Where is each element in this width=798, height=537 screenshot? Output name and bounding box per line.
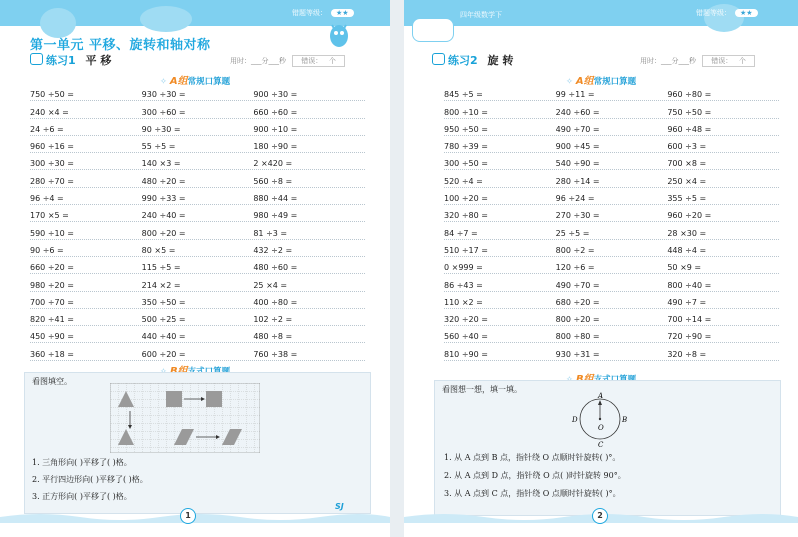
arithmetic-problem: 720 ÷90 = bbox=[667, 332, 712, 342]
problem-row bbox=[444, 343, 779, 360]
problem-row bbox=[30, 101, 365, 118]
arithmetic-problem: 250 ×4 = bbox=[667, 176, 707, 186]
arithmetic-problem: 590 ÷10 = bbox=[30, 228, 74, 238]
book-icon bbox=[432, 53, 445, 65]
point-b-label: B bbox=[622, 416, 628, 424]
problem-row bbox=[30, 84, 365, 101]
point-o-label: O bbox=[598, 424, 604, 432]
arithmetic-problem: 880 ÷44 = bbox=[253, 194, 298, 204]
arithmetic-problem: 600 ÷3 = bbox=[667, 142, 707, 152]
arithmetic-problem: 28 ×30 = bbox=[667, 228, 707, 238]
arithmetic-problem: 560 ÷40 = bbox=[444, 332, 488, 342]
arithmetic-problem: 25 ×4 = bbox=[253, 280, 288, 290]
arithmetic-problem: 280 ÷14 = bbox=[555, 176, 600, 186]
arithmetic-problem: 680 ÷20 = bbox=[555, 297, 600, 307]
arithmetic-problem: 490 ÷7 = bbox=[667, 297, 707, 307]
time-label: 用时：___分___秒 bbox=[230, 57, 286, 65]
arithmetic-problem: 96 ÷4 = bbox=[30, 194, 64, 204]
problem-row bbox=[444, 257, 779, 274]
arithmetic-problem: 140 ×3 = bbox=[141, 159, 181, 169]
arithmetic-problem: 320 ÷80 = bbox=[444, 211, 488, 221]
arithmetic-problem: 810 ÷90 = bbox=[444, 349, 488, 359]
problem-row bbox=[444, 292, 779, 309]
problem-row bbox=[444, 188, 779, 205]
arithmetic-problem: 900 ÷45 = bbox=[555, 142, 600, 152]
arithmetic-problem: 115 ÷5 = bbox=[141, 263, 181, 273]
arithmetic-problem: 99 ÷11 = bbox=[555, 90, 595, 100]
arithmetic-problem: 950 ÷50 = bbox=[444, 124, 488, 134]
error-unit: 个 bbox=[328, 57, 336, 65]
page-gutter bbox=[390, 0, 404, 537]
group-a-text: 常规口算题 bbox=[187, 77, 231, 87]
rotation-circle-figure bbox=[570, 390, 630, 448]
series-logo bbox=[412, 18, 454, 42]
arithmetic-problem: 480 ÷60 = bbox=[253, 263, 298, 273]
arithmetic-problem: 214 ×2 = bbox=[141, 280, 181, 290]
error-label: 错误： bbox=[711, 57, 733, 65]
group-a-title: ✧ A组常规口算题 bbox=[159, 76, 231, 87]
arithmetic-problem: 600 ÷20 = bbox=[141, 349, 186, 359]
arithmetic-problem: 750 ÷50 = bbox=[667, 107, 712, 117]
sj-mark: SJ bbox=[335, 502, 344, 511]
lesson-name: 平 移 bbox=[85, 54, 112, 67]
arithmetic-problem: 240 ×4 = bbox=[30, 107, 69, 117]
problem-row bbox=[30, 170, 365, 187]
arithmetic-problem: 660 ÷60 = bbox=[253, 107, 298, 117]
series-title: 四年级数学下 bbox=[460, 11, 502, 19]
question-2: 2. 从 A 点到 D 点，指针绕 O 点( )时针旋转 90°。 bbox=[444, 471, 626, 480]
arithmetic-problem: 102 ÷2 = bbox=[253, 315, 293, 325]
arithmetic-problem: 510 ÷17 = bbox=[444, 245, 488, 255]
question-1: 1. 从 A 点到 B 点，指针绕 O 点顺时针旋转( )°。 bbox=[444, 453, 621, 462]
problem-row bbox=[444, 101, 779, 118]
arithmetic-problem: 450 ÷90 = bbox=[30, 332, 74, 342]
arithmetic-problem: 320 ÷20 = bbox=[444, 315, 488, 325]
lesson-badge: 练习2 bbox=[448, 54, 478, 67]
arithmetic-problem: 120 ÷6 = bbox=[555, 263, 595, 273]
problem-row bbox=[444, 205, 779, 222]
arithmetic-problem: 960 ÷20 = bbox=[667, 211, 712, 221]
arithmetic-problem: 320 ÷8 = bbox=[667, 349, 707, 359]
unit-title: 第一单元 平移、旋转和轴对称 bbox=[30, 38, 211, 53]
arithmetic-problem: 110 ×2 = bbox=[444, 297, 483, 307]
arithmetic-problem: 440 ÷40 = bbox=[141, 332, 186, 342]
grade-label bbox=[696, 8, 758, 18]
arithmetic-problem: 240 ÷60 = bbox=[555, 107, 600, 117]
problem-row bbox=[444, 170, 779, 187]
arithmetic-problem: 800 ÷80 = bbox=[555, 332, 600, 342]
arithmetic-problem: 960 ÷80 = bbox=[667, 90, 712, 100]
arithmetic-problem: 270 ÷30 = bbox=[555, 211, 600, 221]
time-label: 用时：___分___秒 bbox=[640, 57, 696, 65]
group-a-text: 常规口算题 bbox=[593, 77, 637, 87]
arithmetic-problem: 24 ÷6 = bbox=[30, 124, 64, 134]
question-3: 3. 从 A 点到 C 点，指针绕 O 点顺时针旋转( )°。 bbox=[444, 489, 621, 498]
arithmetic-problem: 490 ÷70 = bbox=[555, 124, 600, 134]
arithmetic-problem: 990 ÷33 = bbox=[141, 194, 186, 204]
problem-row bbox=[30, 326, 365, 343]
arithmetic-problem: 81 ÷3 = bbox=[253, 228, 288, 238]
error-label: 错误： bbox=[301, 57, 323, 65]
grade-stars: ★★ bbox=[735, 9, 758, 17]
translation-grid-figure bbox=[110, 383, 260, 453]
arithmetic-problem: 960 ÷16 = bbox=[30, 142, 74, 152]
problem-row bbox=[444, 240, 779, 257]
page-number: 2 bbox=[592, 508, 608, 524]
time-record bbox=[230, 55, 345, 67]
arithmetic-problem: 490 ÷70 = bbox=[555, 280, 600, 290]
right-page bbox=[404, 0, 798, 537]
page-number: 1 bbox=[180, 508, 196, 524]
problem-row bbox=[30, 119, 365, 136]
arithmetic-problem: 760 ÷38 = bbox=[253, 349, 298, 359]
arithmetic-problem: 90 ÷30 = bbox=[141, 124, 181, 134]
arithmetic-problem: 980 ÷20 = bbox=[30, 280, 74, 290]
arithmetic-problem: 355 ÷5 = bbox=[667, 194, 707, 204]
lesson-heading bbox=[30, 52, 111, 68]
arithmetic-problem: 170 ×5 = bbox=[30, 211, 69, 221]
header-decoration bbox=[140, 6, 192, 32]
arithmetic-problem: 960 ÷48 = bbox=[667, 124, 712, 134]
problem-row bbox=[30, 136, 365, 153]
arithmetic-problem: 660 ÷20 = bbox=[30, 263, 74, 273]
arithmetic-problem: 240 ÷40 = bbox=[141, 211, 186, 221]
arithmetic-problem: 800 ÷20 = bbox=[141, 228, 186, 238]
arithmetic-problem: 448 ÷4 = bbox=[667, 245, 707, 255]
arithmetic-problem: 80 ×5 = bbox=[141, 245, 176, 255]
arithmetic-problem: 360 ÷18 = bbox=[30, 349, 74, 359]
problem-row bbox=[444, 136, 779, 153]
arithmetic-problem: 432 ÷2 = bbox=[253, 245, 293, 255]
problem-row bbox=[30, 205, 365, 222]
lesson-name: 旋 转 bbox=[487, 54, 514, 67]
question-2: 2. 平行四边形向( )平移了( )格。 bbox=[32, 475, 148, 484]
problem-row bbox=[30, 240, 365, 257]
arithmetic-problem: 700 ÷14 = bbox=[667, 315, 712, 325]
arithmetic-grid bbox=[444, 84, 779, 361]
arithmetic-problem: 560 ÷8 = bbox=[253, 176, 293, 186]
question-3: 3. 正方形向( )平移了( )格。 bbox=[32, 492, 132, 501]
group-a-badge: A组 bbox=[169, 76, 188, 87]
arithmetic-problem: 25 ÷5 = bbox=[555, 228, 590, 238]
mascot-icon bbox=[326, 20, 352, 50]
arithmetic-problem: 800 ÷40 = bbox=[667, 280, 712, 290]
arithmetic-problem: 980 ÷49 = bbox=[253, 211, 298, 221]
arithmetic-problem: 2 ×420 = bbox=[253, 159, 293, 169]
arithmetic-problem: 845 ÷5 = bbox=[444, 90, 483, 100]
arithmetic-problem: 280 ÷70 = bbox=[30, 176, 74, 186]
grade-text: 错题等级： bbox=[292, 9, 327, 17]
arithmetic-problem: 800 ÷20 = bbox=[555, 315, 600, 325]
arithmetic-problem: 300 ÷50 = bbox=[444, 159, 488, 169]
arithmetic-problem: 930 ÷31 = bbox=[555, 349, 600, 359]
arithmetic-problem: 0 ×999 = bbox=[444, 263, 483, 273]
arithmetic-problem: 800 ÷2 = bbox=[555, 245, 595, 255]
arithmetic-problem: 50 ×9 = bbox=[667, 263, 702, 273]
point-d-label: D bbox=[572, 416, 578, 424]
group-a-title: ✧ A组常规口算题 bbox=[565, 76, 637, 87]
point-c-label: C bbox=[598, 441, 604, 448]
arithmetic-problem: 900 ÷30 = bbox=[253, 90, 298, 100]
arithmetic-problem: 700 ÷70 = bbox=[30, 297, 74, 307]
arithmetic-problem: 520 ÷4 = bbox=[444, 176, 483, 186]
problem-row bbox=[444, 153, 779, 170]
instruction-text: 看图想一想，填一填。 bbox=[442, 385, 522, 394]
lesson-badge: 练习1 bbox=[46, 54, 76, 67]
left-page bbox=[0, 0, 390, 537]
problem-row bbox=[30, 222, 365, 239]
question-1: 1. 三角形向( )平移了( )格。 bbox=[32, 458, 132, 467]
instruction-text: 看图填空。 bbox=[32, 377, 72, 386]
problem-row bbox=[30, 292, 365, 309]
arithmetic-problem: 480 ÷8 = bbox=[253, 332, 293, 342]
arithmetic-problem: 350 ÷50 = bbox=[141, 297, 186, 307]
arithmetic-problem: 540 ÷90 = bbox=[555, 159, 600, 169]
error-count-box bbox=[702, 55, 755, 67]
arithmetic-problem: 500 ÷25 = bbox=[141, 315, 186, 325]
arithmetic-problem: 90 ÷6 = bbox=[30, 245, 64, 255]
problem-row bbox=[444, 309, 779, 326]
arithmetic-grid bbox=[30, 84, 365, 361]
lesson-heading bbox=[432, 52, 513, 68]
arithmetic-problem: 400 ÷80 = bbox=[253, 297, 298, 307]
book-icon bbox=[30, 53, 43, 65]
grade-stars: ★★ bbox=[331, 9, 354, 17]
problem-row bbox=[444, 222, 779, 239]
arithmetic-problem: 780 ÷39 = bbox=[444, 142, 488, 152]
problem-row bbox=[444, 326, 779, 343]
problem-row bbox=[30, 274, 365, 291]
problem-row bbox=[30, 188, 365, 205]
arithmetic-problem: 900 ÷10 = bbox=[253, 124, 298, 134]
arithmetic-problem: 750 ÷50 = bbox=[30, 90, 74, 100]
arithmetic-problem: 300 ÷30 = bbox=[30, 159, 74, 169]
arithmetic-problem: 820 ÷41 = bbox=[30, 315, 74, 325]
problem-row bbox=[444, 274, 779, 291]
arithmetic-problem: 700 ×8 = bbox=[667, 159, 707, 169]
problem-row bbox=[30, 309, 365, 326]
arithmetic-problem: 300 ÷60 = bbox=[141, 107, 186, 117]
time-record bbox=[640, 55, 755, 67]
arithmetic-problem: 84 ÷7 = bbox=[444, 228, 478, 238]
arithmetic-problem: 55 ÷5 = bbox=[141, 142, 176, 152]
problem-row bbox=[30, 257, 365, 274]
group-a-badge: A组 bbox=[575, 76, 594, 87]
arithmetic-problem: 800 ÷10 = bbox=[444, 107, 488, 117]
problem-row bbox=[444, 84, 779, 101]
problem-row bbox=[30, 153, 365, 170]
grade-label bbox=[292, 8, 354, 18]
arithmetic-problem: 100 ÷20 = bbox=[444, 194, 488, 204]
point-a-label: A bbox=[598, 392, 604, 400]
error-unit: 个 bbox=[738, 57, 746, 65]
problem-row bbox=[444, 119, 779, 136]
arithmetic-problem: 480 ÷20 = bbox=[141, 176, 186, 186]
problem-row bbox=[30, 343, 365, 360]
grade-text: 错题等级： bbox=[696, 9, 731, 17]
error-count-box bbox=[292, 55, 345, 67]
arithmetic-problem: 180 ÷90 = bbox=[253, 142, 298, 152]
arithmetic-problem: 96 ÷24 = bbox=[555, 194, 595, 204]
arithmetic-problem: 86 ÷43 = bbox=[444, 280, 483, 290]
arithmetic-problem: 930 ÷30 = bbox=[141, 90, 186, 100]
